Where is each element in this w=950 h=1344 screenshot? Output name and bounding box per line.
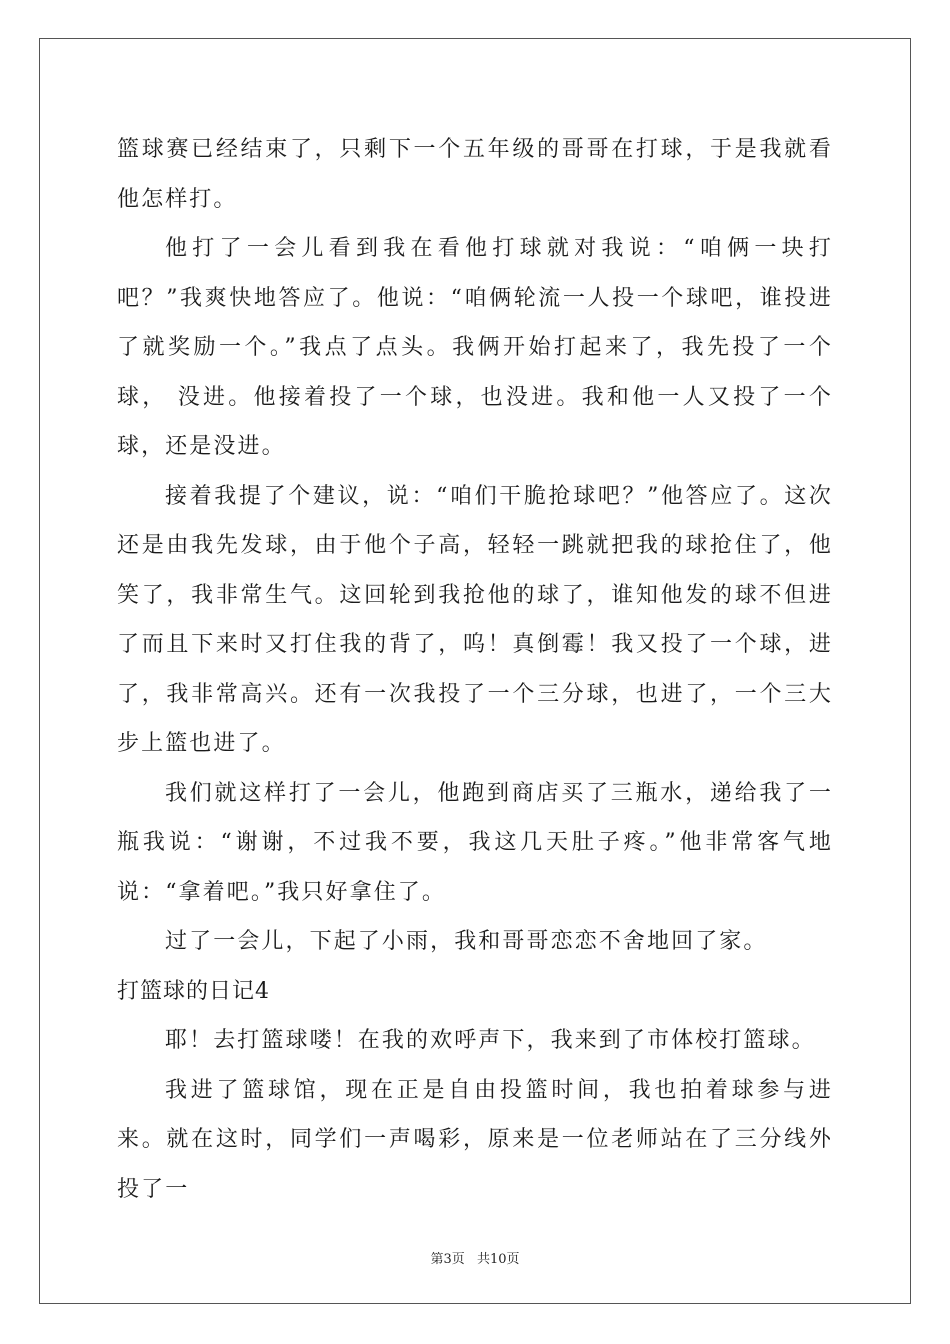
paragraph-1: 篮球赛已经结束了，只剩下一个五年级的哥哥在打球，于是我就看他怎样打。 <box>117 137 833 212</box>
section-heading: 打篮球的日记4 <box>117 978 270 1004</box>
page-footer <box>0 1248 950 1267</box>
paragraph-3: 接着我提了个建议，说：“咱们干脆抢球吧？”他答应了。这次还是由我先发球，由于他个子高，轻轻一跳就把我的球抢住了，他笑了，我非常生气。这回轮到我抢他的球了，谁知他发的球不但进 了而且下来时又打住我的背了，呜！真倒霉！我又投了一个球，进了，我非常高兴。还有一次我投了一个三分球，也进了，一个三大步上篮也进了。 <box>117 483 833 756</box>
paragraph-7: 我进了篮球馆，现在正是自由投篮时间，我也拍着球参与进来。就在这时，同学们一声喝彩，原来是一位老师站在了三分线外投了一 <box>117 1077 833 1202</box>
paragraph-6: 耶！去打篮球喽！在我的欢呼声下，我来到了市体校打篮球。 <box>165 1028 816 1053</box>
document-body <box>117 125 833 1214</box>
paragraph-4: 我们就这样打了一会儿，他跑到商店买了三瓶水，递给我了一瓶我说：“谢谢，不过我不要，我这几天肚子疼。”他非常客气地说：“拿着吧。”我只好拿住了。 <box>117 780 833 905</box>
page-number: 第3页 <box>430 1252 465 1267</box>
page-total: 共10页 <box>476 1252 520 1267</box>
paragraph-2: 他打了一会儿看到我在看他打球就对我说：“咱俩一块打吧？”我爽快地答应了。他说：“咱俩轮流一人投一个球吧，谁投进了就奖励一个。”我点了点头。我俩开始打起来了，我先投了一个球， 没进。他接着投了一个球，也没进。我和他一人又投了一个球，还是没进。 <box>117 236 833 459</box>
paragraph-5: 过了一会儿，下起了小雨，我和哥哥恋恋不舍地回了家。 <box>165 929 768 954</box>
